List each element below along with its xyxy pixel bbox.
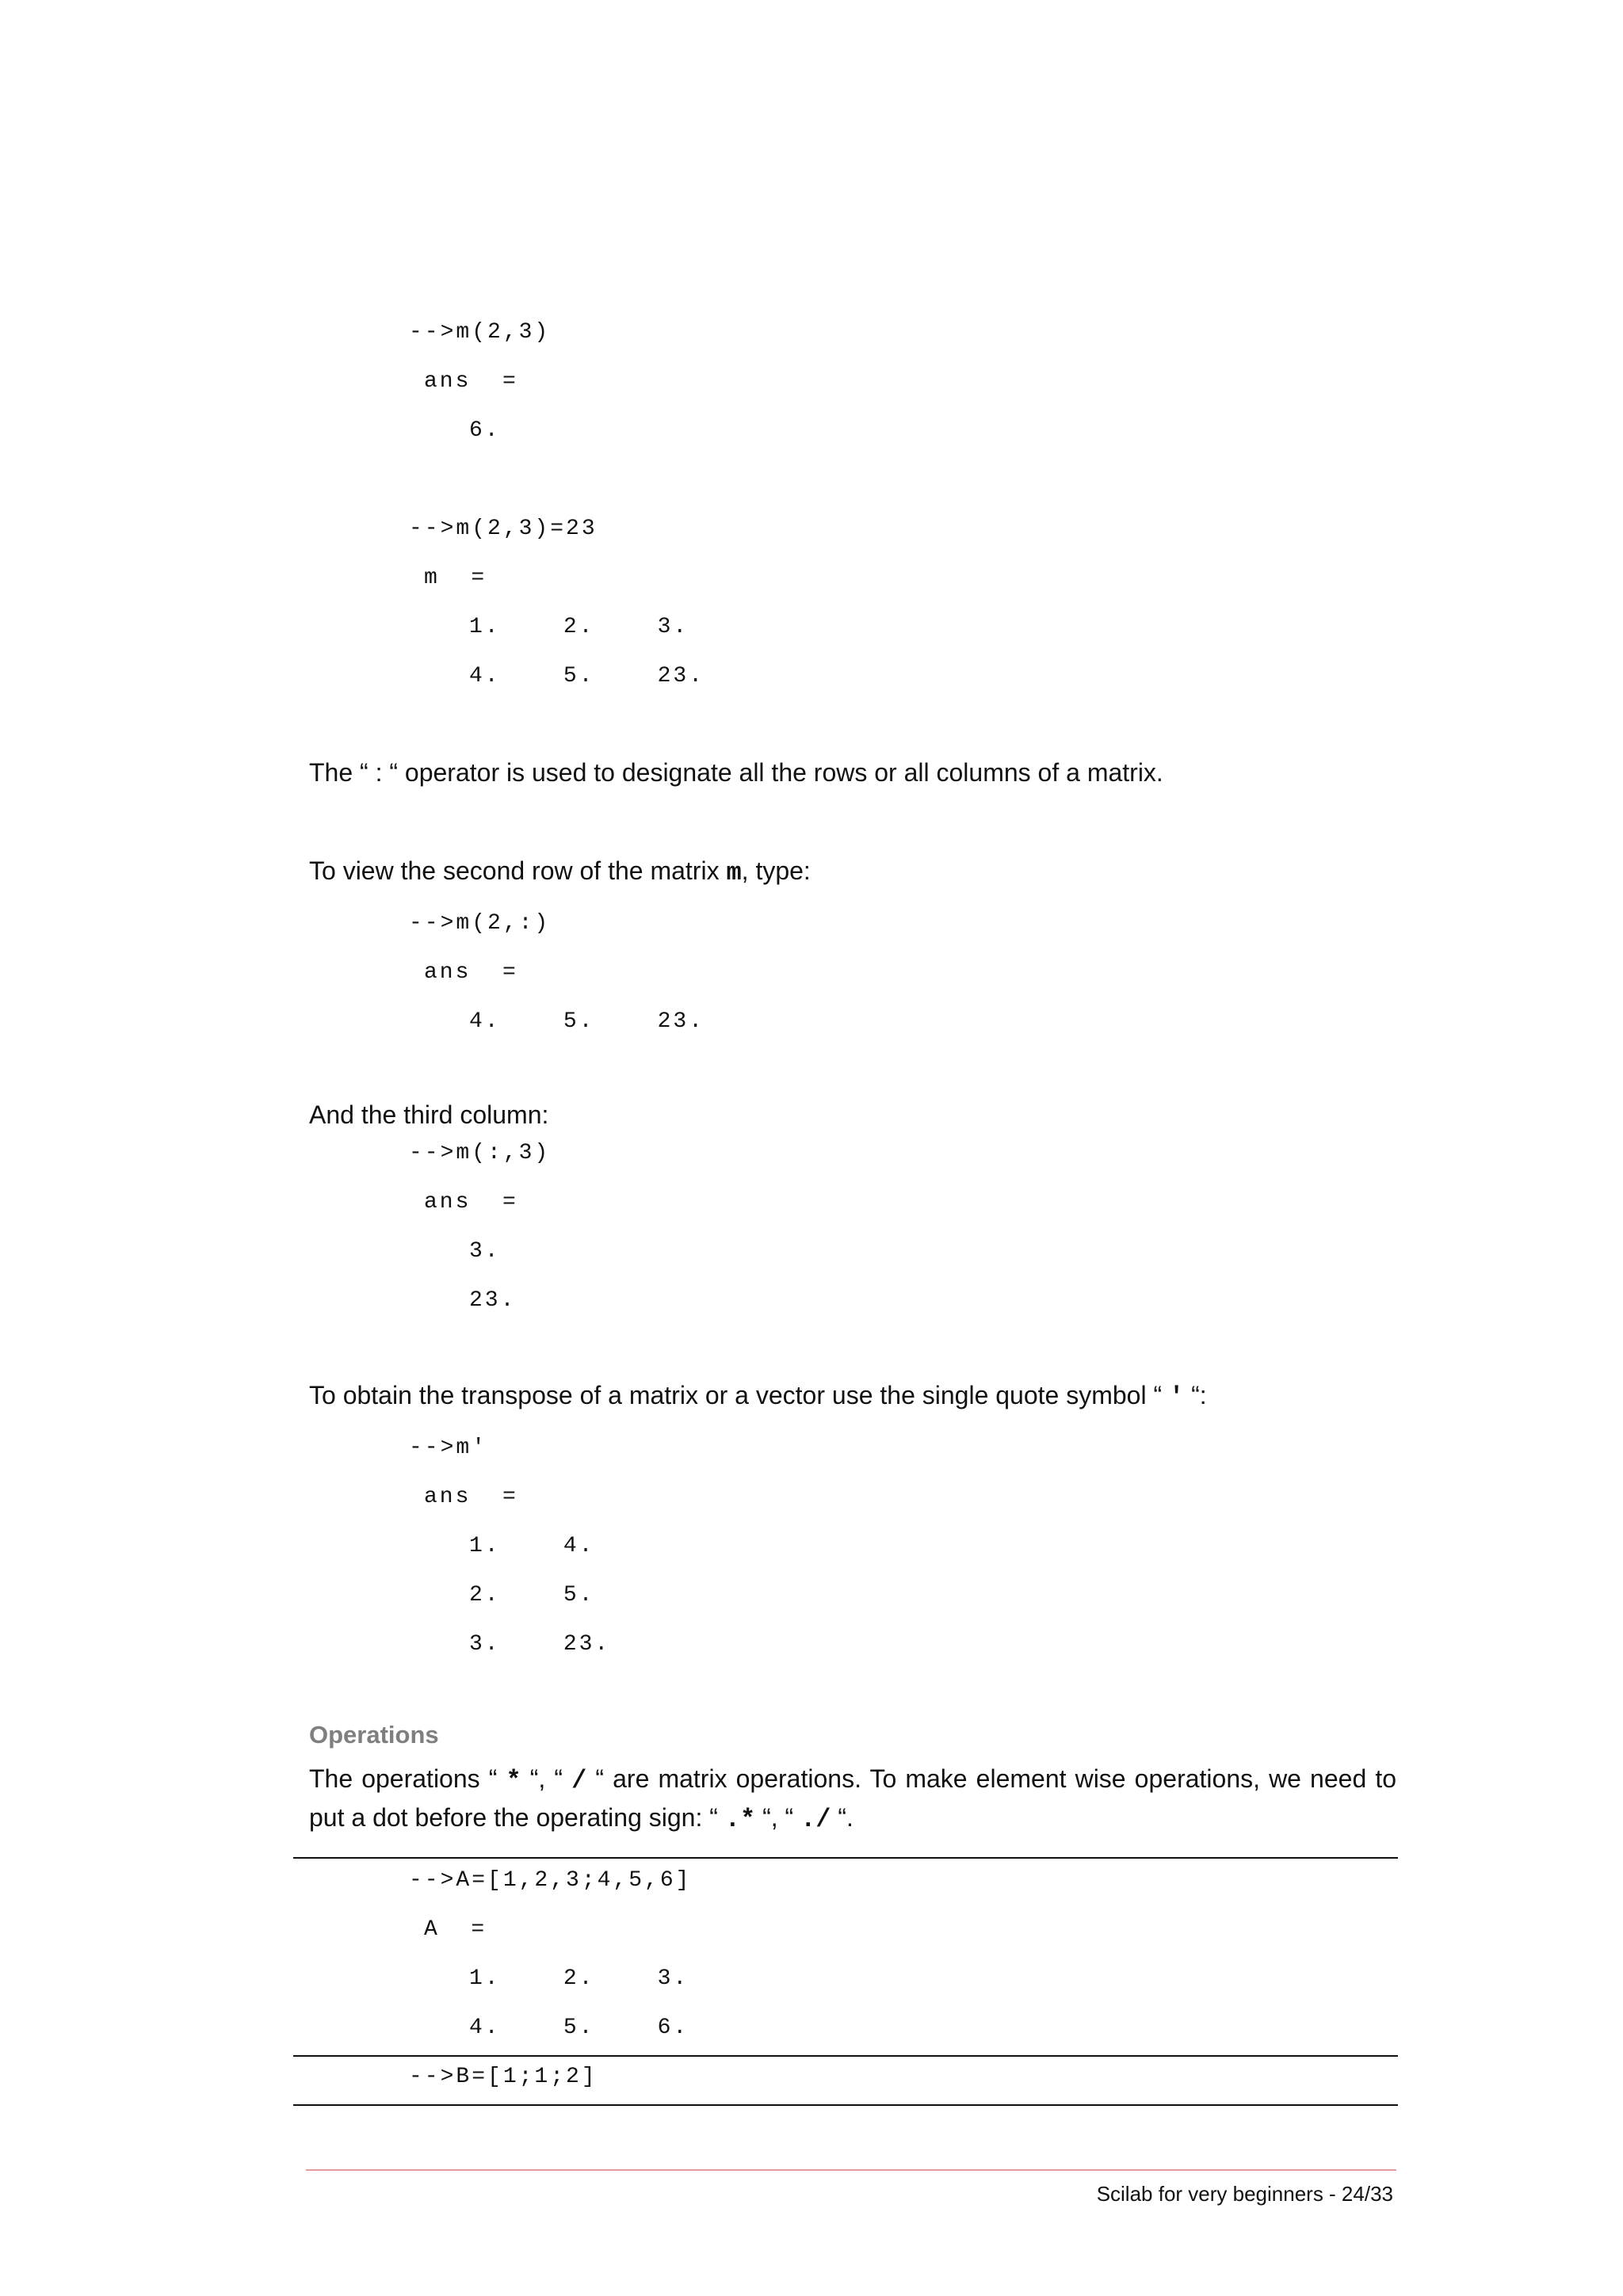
matrix-row: 23. — [469, 1288, 517, 1313]
console-output-label: ans = — [424, 369, 518, 394]
paragraph-text: “: — [1184, 1381, 1207, 1409]
console-command: -->B=[1;1;2] — [409, 2065, 598, 2089]
matrix-row: 3. 23. — [469, 1632, 611, 1657]
matrix-row: 3. — [469, 1239, 501, 1264]
paragraph-text: “, “ — [755, 1803, 801, 1833]
inline-code: m — [726, 858, 742, 887]
console-output-label: A = — [424, 1917, 487, 1942]
inline-code: / — [571, 1766, 587, 1795]
paragraph-text: “ are matrix operations. To make element wise operations, we need to put a dot before the operating sign: “ — [309, 1764, 1397, 1833]
paragraph-second-row — [309, 852, 811, 891]
console-command: -->m(2,3) — [409, 320, 551, 345]
matrix-row: 1. 4. — [469, 1534, 595, 1558]
console-command: -->m(2,:) — [409, 911, 551, 936]
matrix-row: 4. 5. 23. — [469, 1009, 705, 1034]
paragraph-text: To view the second row of the matrix — [309, 856, 727, 885]
matrix-row: 4. 5. 6. — [469, 2016, 689, 2040]
matrix-row: 1. 2. 3. — [469, 1966, 689, 1991]
console-command: -->m' — [409, 1436, 488, 1460]
inline-code: * — [506, 1766, 521, 1795]
console-output-label: ans = — [424, 1190, 518, 1215]
console-output-label: ans = — [424, 960, 518, 985]
table-rule — [293, 1857, 1398, 1859]
paragraph-text: , type: — [741, 856, 811, 885]
console-command: -->A=[1,2,3;4,5,6] — [409, 1868, 692, 1893]
paragraph-third-column: And the third column: — [309, 1100, 549, 1129]
paragraph-operations — [309, 1760, 1396, 1839]
paragraph-text: To obtain the transpose of a matrix or a vector use the single quote symbol “ — [309, 1381, 1170, 1409]
footer-rule — [306, 2169, 1396, 2171]
console-output-label: ans = — [424, 1485, 518, 1509]
matrix-row: 4. 5. 23. — [469, 664, 705, 688]
console-output-label: m = — [424, 566, 487, 590]
table-rule — [293, 2055, 1398, 2057]
paragraph-transpose — [309, 1377, 1207, 1416]
inline-code: ./ — [800, 1805, 831, 1835]
page-footer: Scilab for very beginners - 24/33 — [1096, 2182, 1393, 2206]
paragraph-text: The operations “ — [309, 1764, 506, 1793]
matrix-row: 2. 5. — [469, 1583, 595, 1608]
console-command: -->m(:,3) — [409, 1141, 551, 1165]
console-command: -->m(2,3)=23 — [409, 517, 598, 541]
section-heading-operations: Operations — [309, 1721, 439, 1749]
matrix-row: 1. 2. 3. — [469, 615, 689, 639]
table-rule — [293, 2104, 1398, 2106]
console-output-value: 6. — [469, 418, 501, 443]
paragraph-colon-operator: The “ : “ operator is used to designate all the rows or all columns of a matrix. — [309, 758, 1163, 787]
paragraph-text: “, “ — [521, 1764, 572, 1793]
inline-code: ' — [1169, 1383, 1185, 1412]
inline-code: .* — [724, 1805, 756, 1835]
paragraph-text: “. — [831, 1803, 854, 1833]
